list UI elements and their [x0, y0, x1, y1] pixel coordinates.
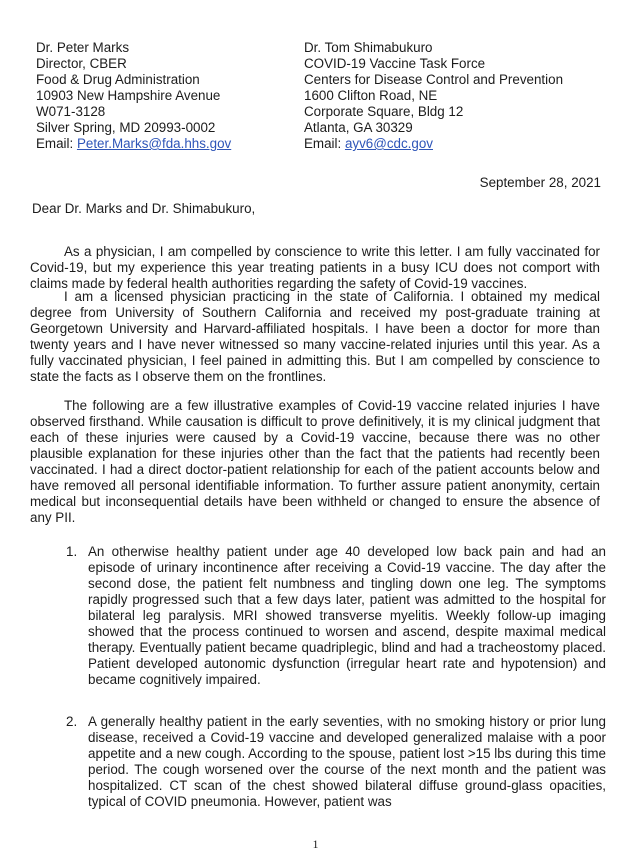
paragraph-examples: The following are a few illustrative examples of Covid-19 vaccine related injuries I have observed firsthand. While causation is difficult to prove definitively, it is my clinical judgment that each of these injuries were caused by a Covid-19 vaccine, because there was no other plausible explanation for these injuries other than the fact that the patients had recently been vaccinated. I had a direct doctor-patient relationship for each of the patient accounts below and have removed all personal identifiable information. To further assure patient anonymity, certain medical but inconsequential details have been withheld or changed to ensure the absence of any PII. [30, 398, 600, 525]
recipient-title: COVID-19 Vaccine Task Force [304, 56, 486, 71]
recipient-address-cdc [304, 40, 563, 152]
recipient-email-line [36, 136, 231, 152]
email-label: Email: [304, 136, 342, 151]
recipient-name: Dr. Tom Shimabukuro [304, 40, 433, 55]
recipient-name: Dr. Peter Marks [36, 40, 130, 55]
recipient-organization: Food & Drug Administration [36, 72, 200, 87]
salutation: Dear Dr. Marks and Dr. Shimabukuro, [32, 201, 256, 216]
recipient-street: 1600 Clifton Road, NE [304, 88, 438, 103]
case-text: An otherwise healthy patient under age 40 developed low back pain and had an episode of urinary incontinence after receiving a Covid-19 vaccine. The day after the second dose, the patient felt numbness and tingling down one leg. The symptoms rapidly progressed such that a few days later, patient was admitted to the hospital for bilateral leg paralysis. MRI showed transverse myelitis. Weekly follow-up imaging showed that the process continued to worsen and ascend, despite maximal medical therapy. Eventually patient became quadriplegic, blind and had a tracheostomy placed. Patient developed autonomic dysfunction (irregular heart rate and hypotension) and became cognitively impaired. [88, 544, 606, 687]
recipient-email-line [304, 136, 563, 152]
email-link-fda[interactable]: Peter.Marks@fda.hhs.gov [76, 136, 232, 151]
recipient-city: Atlanta, GA 30329 [304, 120, 413, 135]
case-number: 2. [66, 714, 78, 729]
recipient-address-fda [36, 40, 231, 152]
email-link-cdc[interactable]: ayv6@cdc.gov [344, 136, 433, 151]
page-number: 1 [312, 837, 319, 851]
case-number: 1. [66, 544, 78, 559]
case-text: A generally healthy patient in the early seventies, with no smoking history or prior lung disease, received a Covid-19 vaccine and developed generalized malaise with a poor appetite and a new cough. According to the spouse, patient lost >15 lbs during this time period. The cough worsened over the course of the next month and the patient was hospitalized. CT scan of the chest showed bilateral diffuse ground-glass opacities, typical of COVID pneumonia. However, patient was [88, 714, 606, 809]
case-list-item [66, 714, 606, 810]
email-label: Email: [36, 136, 74, 151]
paragraph-background: I am a licensed physician practicing in the state of California. I obtained my medical degree from University of Southern California and received my post-graduate training at Georgetown University and Harvard-affiliated hospitals. I have been a doctor for more than twenty years and I have never witnessed so many vaccine-related injuries until this year. As a fully vaccinated physician, I feel pained in admitting this. But I am compelled by conscience to state the facts as I observe them on the frontlines. [30, 289, 600, 384]
paragraph-intro: As a physician, I am compelled by conscience to write this letter. I am fully vaccinated for Covid-19, but my experience this year treating patients in a busy ICU does not comport with claims made by federal health authorities regarding the safety of Covid-19 vaccines. [30, 244, 600, 291]
recipient-suite: W071-3128 [36, 104, 106, 119]
letter-date: September 28, 2021 [479, 175, 601, 190]
recipient-street: 10903 New Hampshire Avenue [36, 88, 221, 103]
recipient-city: Silver Spring, MD 20993-0002 [36, 120, 216, 135]
recipient-title: Director, CBER [36, 56, 127, 71]
recipient-suite: Corporate Square, Bldg 12 [304, 104, 464, 119]
recipient-organization: Centers for Disease Control and Prevention [304, 72, 564, 87]
case-list-item [66, 544, 606, 688]
